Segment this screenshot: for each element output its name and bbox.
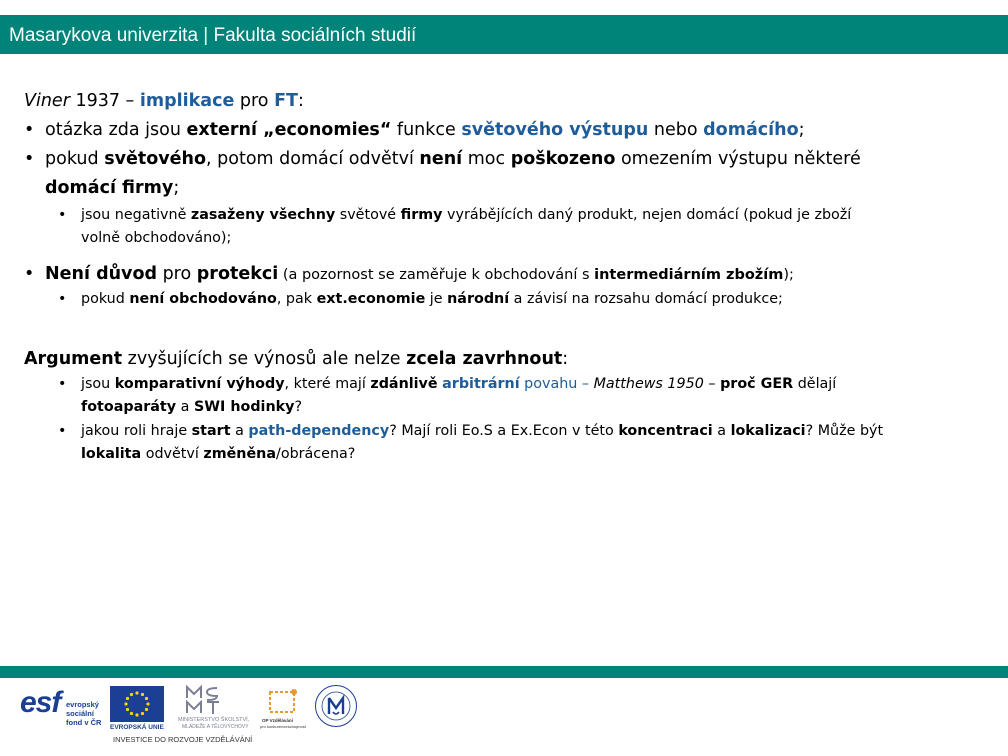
bullet-pokud: • pokud světového, potom domácí odvětví není moc poškozeno omezením výstupu některé: [24, 149, 861, 169]
subbullet-komparativni: • jsou komparativní výhody, které mají zdánlivě arbitrární povahu – Matthews 1950 – proč GER dělají: [58, 374, 836, 395]
eu-flag-icon: [110, 686, 164, 722]
subbullet-komparativni-cont: fotoaparáty a SWI hodinky?: [81, 399, 303, 415]
bullet-icon: •: [24, 120, 35, 140]
bullet-icon: •: [24, 149, 35, 169]
header-title: Masarykova univerzita | Fakulta sociálních studií: [9, 25, 417, 46]
header-bar: [0, 15, 1008, 54]
bullet-icon: •: [58, 207, 67, 223]
eu-stars-icon: [110, 686, 164, 722]
paragraph-viner: Viner 1937 – implikace pro FT:: [24, 91, 304, 111]
bullet-icon: •: [58, 291, 67, 307]
esf-logo: esf evropský sociální fond v ČR: [20, 686, 102, 727]
subbullet-pokud: • pokud není obchodováno, pak ext.economie je národní a závisí na rozsahu domácí produkce;: [58, 289, 783, 310]
bullet-neni-duvod: • Není důvod pro protekci (a pozornost se zaměřuje k obchodování s intermediárním zbožím);: [24, 264, 794, 284]
paragraph-argument: Argument zvyšujících se výnosů ale nelze zcela zavrhnout:: [24, 349, 569, 369]
op-emblem-icon: [266, 688, 302, 716]
msmt-emblem-icon: [184, 684, 224, 716]
bullet-otazka: • otázka zda jsou externí „economies“ funkce světového výstupu nebo domácího;: [24, 120, 805, 140]
op-logo: OP Vzdělávání pro konkurenceschopnost: [260, 688, 312, 732]
subbullet-negativne: • jsou negativně zasaženy všechny světové firmy vyrábějících daný produkt, nejen domácí (pokud je zboží: [58, 205, 851, 226]
bullet-pokud-cont: domácí firmy;: [45, 178, 180, 198]
footer-bar: [0, 666, 1008, 678]
bullet-icon: •: [58, 423, 67, 439]
subbullet-negativne-cont: volně obchodováno);: [81, 230, 232, 246]
footer-logos: [18, 684, 358, 750]
bullet-icon: •: [58, 376, 67, 392]
subbullet-path-dependency: • jakou roli hraje start a path-dependency? Mají roli Eo.S a Ex.Econ v této koncentraci a lokalizaci? Může být: [58, 421, 883, 442]
msmt-logo: MINISTERSTVO ŠKOLSTVÍ, MLÁDEŽE A TĚLOVÝCHOVY: [178, 684, 248, 730]
bullet-icon: •: [24, 264, 35, 284]
eu-label: EVROPSKÁ UNIE: [110, 724, 164, 731]
subbullet-path-dependency-cont: lokalita odvětví změněna/obrácena?: [81, 446, 356, 462]
muni-seal-icon: [314, 684, 358, 728]
tagline: INVESTICE DO ROZVOJE VZDĚLÁVÁNÍ: [113, 735, 253, 744]
